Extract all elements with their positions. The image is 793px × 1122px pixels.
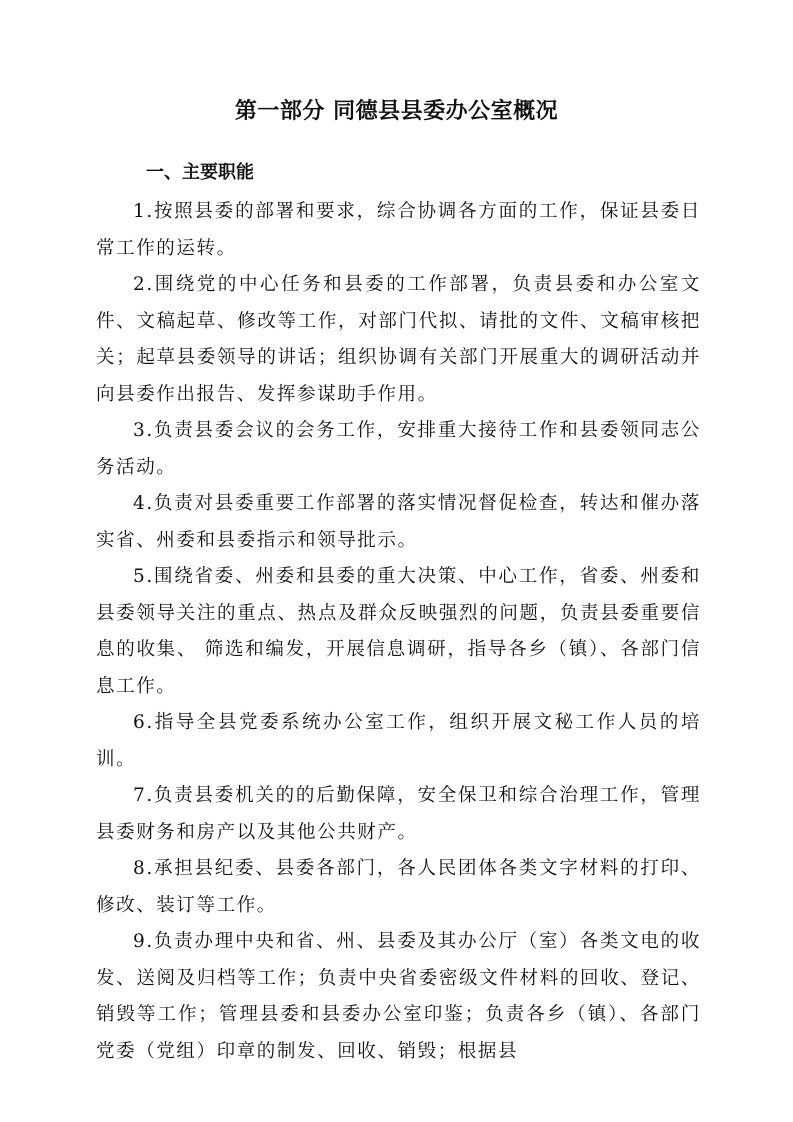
paragraph-6: 6.指导全县党委系统办公室工作，组织开展文秘工作人员的培训。	[96, 712, 701, 770]
paragraph-7: 7.负责县委机关的的后勤保障，安全保卫和综合治理工作，管理县委财务和房产以及其他公共财产。	[96, 785, 701, 843]
paragraph-2: 2.围绕党的中心任务和县委的工作部署，负责县委和办公室文件、文稿起草、修改等工作，对部门代拟、请批的文件、文稿审核把关；起草县委领导的讲话；组织协调有关部门开展重大的调研活动并向县委作出报告、发挥参谋助手作用。	[96, 274, 701, 405]
paragraph-9: 9.负责办理中央和省、州、县委及其办公厅（室）各类文电的收发、送阅及归档等工作；负责中央省委密级文件材料的回收、登记、销毁等工作；管理县委和县委办公室印鉴；负责各乡（镇）、各部门党委（党组）印章的制发、回收、销毁；根据县	[96, 931, 701, 1062]
paragraph-1: 1.按照县委的部署和要求，综合协调各方面的工作，保证县委日常工作的运转。	[96, 201, 701, 259]
paragraph-8: 8.承担县纪委、县委各部门，各人民团体各类文字材料的打印、修改、装订等工作。	[96, 858, 701, 916]
paragraph-5: 5.围绕省委、州委和县委的重大决策、中心工作，省委、州委和县委领导关注的重点、热点及群众反映强烈的问题，负责县委重要信息的收集、 筛选和编发，开展信息调研，指导各乡（镇）、各部门信息工作。	[96, 566, 701, 697]
paragraph-4: 4.负责对县委重要工作部署的落实情况督促检查，转达和催办落实省、州委和县委指示和领导批示。	[96, 493, 701, 551]
paragraph-3: 3.负责县委会议的会务工作，安排重大接待工作和县委领同志公务活动。	[96, 420, 701, 478]
section-heading: 一、主要职能	[146, 162, 254, 183]
body-text	[96, 194, 701, 1070]
page-title: 第一部分 同德县县委办公室概况	[234, 99, 559, 124]
